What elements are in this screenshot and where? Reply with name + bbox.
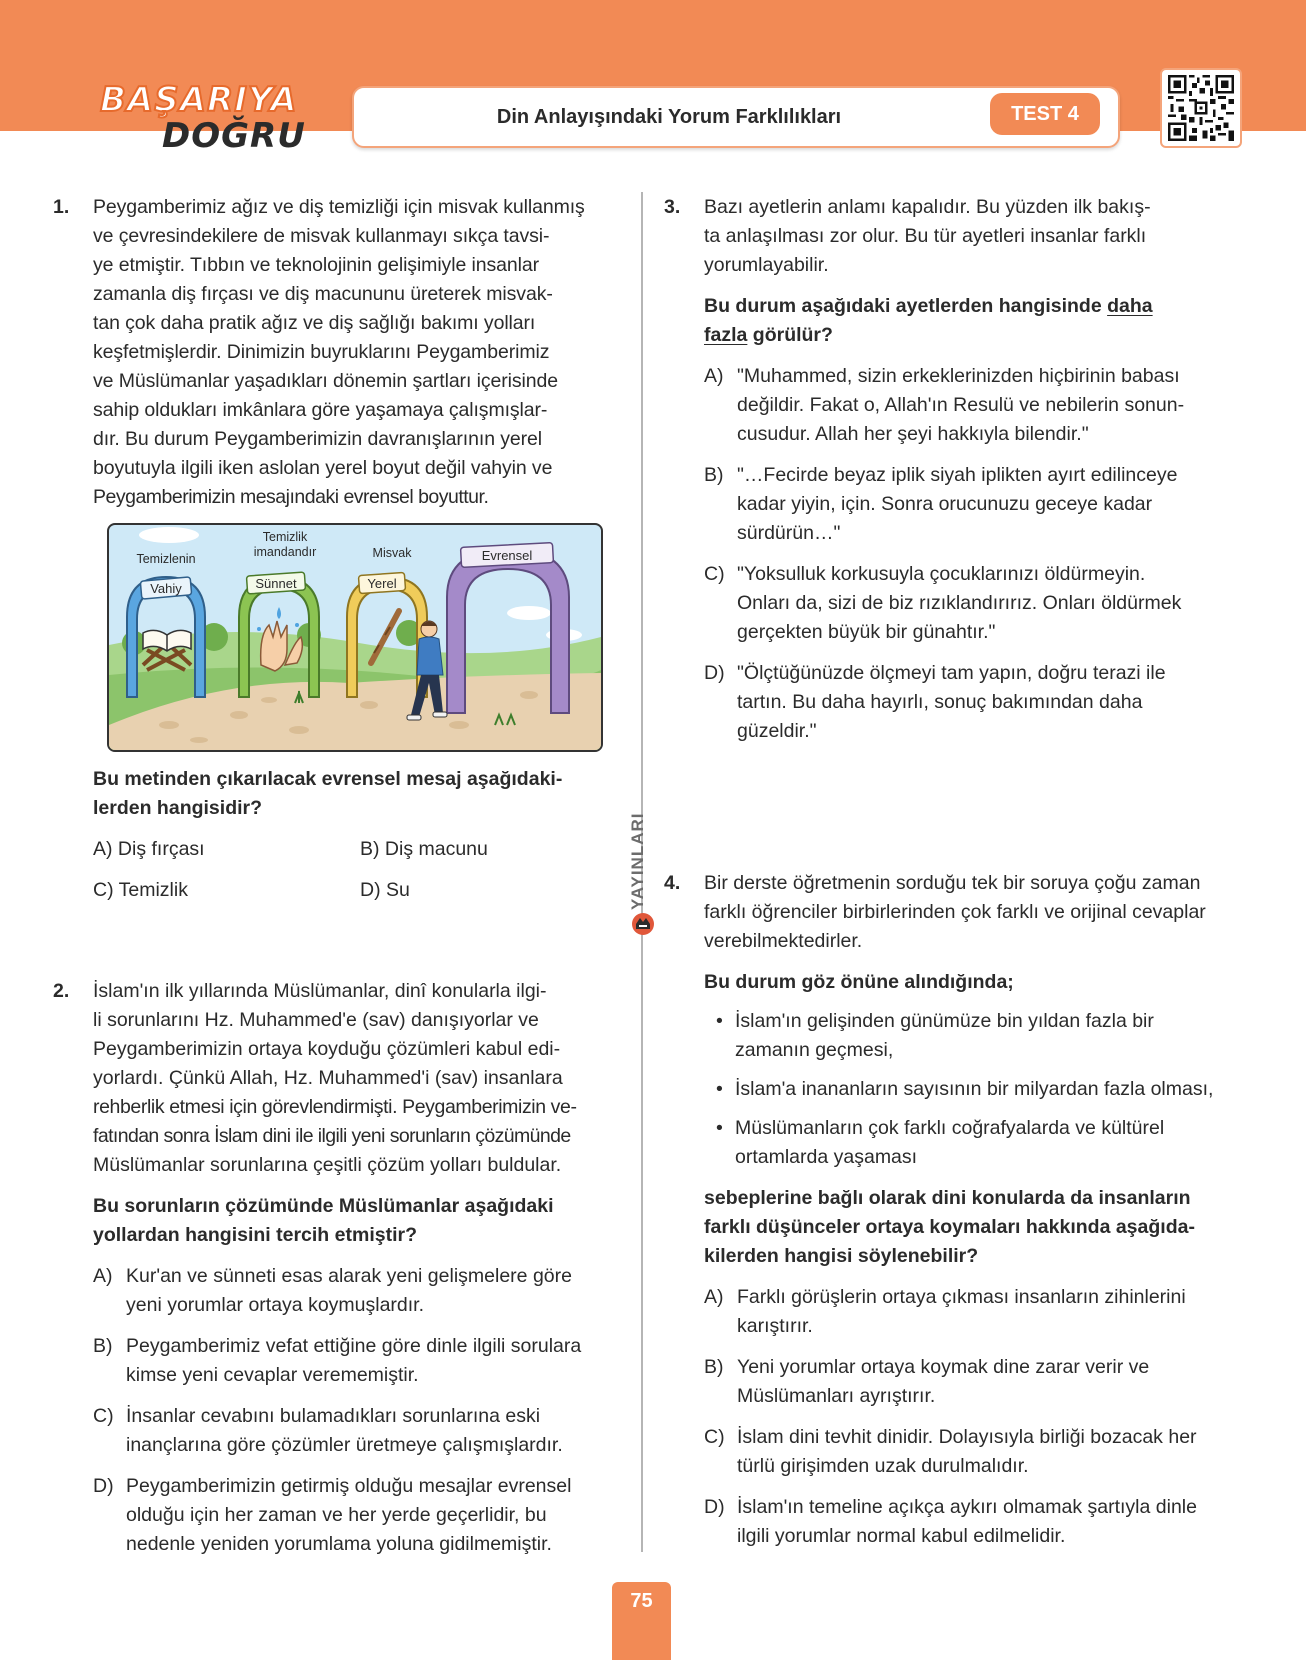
bullet-item [704,1114,1264,1172]
option-letter: A) [704,365,724,387]
arch-label-vahiy: Vahiy [150,581,182,596]
question-stem-line: Bu metinden çıkarılacak evrensel mesaj aşağıdaki- [93,768,563,790]
option-line: Kur'an ve sünneti esas alarak yeni gelişmelere göre [126,1265,572,1287]
question-4 [664,869,1264,1551]
text-line: Peygamberimizin mesajındaki evrensel boyuttur. [93,486,489,508]
option-c[interactable]: C) Temizlik [93,879,188,901]
question-stem-line: Bu sorunların çözümünde Müslümanlar aşağıdaki [93,1195,554,1217]
qr-code-icon[interactable] [1160,68,1242,148]
option-d[interactable] [704,1493,1264,1551]
option-letter: C) [704,563,725,585]
option-d[interactable]: D) Su [360,879,410,901]
question-stem-line: kilerden hangisi söylenebilir? [704,1245,979,1267]
question-stem-line: lerden hangisidir? [93,797,263,819]
arch-caption-misvak: Misvak [372,546,412,560]
option-line: gerçekten büyük bir günahtır." [737,621,996,643]
bullet-line: ortamlarda yaşaması [735,1146,918,1168]
option-b[interactable] [93,1332,623,1390]
question-3 [664,193,1264,746]
text-line: yorlardı. Çünkü Allah, Hz. Muhammed'i (sav) insanlara [93,1067,563,1089]
question-stem-line: yollardan hangisini tercih etmiştir? [93,1224,417,1246]
option-line: güzeldir." [737,720,817,742]
stem-text: Bu durum aşağıdaki ayetlerden hangisinde [704,295,1108,317]
option-line: türlü girişimden uzak durulmalıdır. [737,1455,1029,1477]
option-line: İnsanlar cevabını bulamadıkları sorunlarına eski [126,1405,541,1427]
arch-label-sunnet: Sünnet [255,576,297,591]
option-line: ilgili yorumlar normal kabul edilmelidir. [737,1525,1066,1547]
question-number: 3. [664,196,681,218]
text-line: verebilmektedirler. [704,930,863,952]
option-line: Farklı görüşlerin ortaya çıkması insanların zihinlerini [737,1286,1186,1308]
question-number: 4. [664,872,681,894]
option-line: olduğu için her zaman ve her yerde geçerlidir, bu [126,1504,547,1526]
question-body [704,869,1264,956]
option-letter: B) [704,1356,724,1378]
page-number: 75 [612,1582,671,1660]
option-b[interactable]: B) Diş macunu [360,838,488,860]
option-line: kimse yeni cevaplar verememiştir. [126,1364,419,1386]
stem-underlined-word: fazla [704,324,748,346]
option-line: Yeni yorumlar ortaya koymak dine zarar verir ve [737,1356,1150,1378]
option-line: sürdürün…" [737,522,841,544]
option-line: İslam dini tevhit dinidir. Dolayısıyla birliği bozacak her [737,1426,1197,1448]
text-line: Müslümanlar sorunlarına çeşitli çözüm yolları buldular. [93,1154,562,1176]
text-line: Peygamberimiz ağız ve diş temizliği için misvak kullanmış [93,196,585,218]
option-line: "Ölçtüğünüzde ölçmeyi tam yapın, doğru terazi ile [737,662,1166,684]
option-line: inançlarına göre çözümler üretmeye çalışmışlardır. [126,1434,563,1456]
text-line: ve çevresindekilere de misvak kullanmayı sıkça tavsi- [93,225,550,247]
option-line: cusudur. Allah her şeyi hakkıyla bilendir." [737,423,1089,445]
option-line: yeni yorumlar ortaya koymuşlardır. [126,1294,425,1316]
brand-line1: BAŞARIYA [100,80,298,120]
option-d[interactable] [704,659,1264,746]
bullet-item [704,1007,1264,1065]
text-line: Bazı ayetlerin anlamı kapalıdır. Bu yüzden ilk bakış- [704,196,1151,218]
arch-caption-temizlik: Temizlik [262,530,308,544]
question-stem-line: farklı düşünceler ortaya koymaları hakkında aşağıda- [704,1216,1195,1238]
text-line: farklı öğrenciler birbirlerinden çok farklı ve orijinal cevaplar [704,901,1206,923]
text-line: boyutuyla ilgili iken aslolan yerel boyut değil vahyin ve [93,457,553,479]
option-b[interactable] [704,1353,1264,1411]
publisher-side-brand [626,800,660,940]
option-letter: A) [704,1286,724,1308]
option-letter: C) [93,1405,114,1427]
question-1 [53,193,623,512]
arch-label-evrensel: Evrensel [481,548,533,563]
arch-label-yerel: Yerel [367,576,397,591]
arches-illustration [107,523,603,752]
bullet-line: zamanın geçmesi, [735,1039,894,1061]
text-line: yorumlayabilir. [704,254,829,276]
text-line: Bir derste öğretmenin sorduğu tek bir soruya çoğu zaman [704,872,1201,894]
stem-text: görülür? [747,324,833,346]
option-letter: D) [704,1496,725,1518]
option-a[interactable]: A) Diş fırçası [93,838,205,860]
question-1-options [93,835,623,919]
option-line: Peygamberimizin getirmiş olduğu mesajlar evrensel [126,1475,572,1497]
option-letter: D) [704,662,725,684]
option-line: İslam'ın temeline açıkça aykırı olmamak şartıyla dinle [737,1496,1197,1518]
option-c[interactable] [93,1402,623,1460]
bullet-line: • İslam'ın gelişinden günümüze bin yıldan fazla bir [735,1010,1154,1032]
option-line: nedenle yeniden yorumlama yoluna gidilmemiştir. [126,1533,552,1555]
option-c[interactable] [704,560,1264,647]
publisher-name: YAYINLARI [628,812,647,910]
option-c[interactable] [704,1423,1264,1481]
option-a[interactable] [704,362,1264,449]
brand-logo [96,80,326,156]
option-line: "Yoksulluk korkusuyla çocuklarınızı öldürmeyin. [737,563,1146,585]
option-a[interactable] [93,1262,623,1320]
text-line: sahip oldukları imkânlara göre yaşamaya çalışmışlar- [93,399,548,421]
option-line: "Muhammed, sizin erkeklerinizden hiçbirinin babası [737,365,1180,387]
question-lead: Bu durum göz önüne alındığında; [704,971,1014,993]
text-line: li sorunlarını Hz. Muhammed'e (sav) danışıyorlar ve [93,1009,539,1031]
option-a[interactable] [704,1283,1264,1341]
text-line: Peygamberimizin ortaya koyduğu çözümleri kabul edi- [93,1038,561,1060]
option-line: tartın. Bu daha hayırlı, sonuç bakımından daha [737,691,1143,713]
text-line: ve Müslümanlar yaşadıkları dönemin şartları içerisinde [93,370,558,392]
arch-caption-imandandir: imandandır [253,545,317,559]
text-line: ta anlaşılması zor olur. Bu tür ayetleri insanlar farklı [704,225,1147,247]
text-line: zamanla diş fırçası ve diş macununu üreterek misvak- [93,283,553,305]
question-2 [53,977,623,1559]
text-line: dır. Bu durum Peygamberimizin davranışlarının yerel [93,428,543,450]
question-stem [93,1192,623,1250]
question-stem [704,1184,1264,1271]
option-letter: A) [93,1265,113,1287]
option-line: "…Fecirde beyaz iplik siyah iplikten ayırt edilinceye [737,464,1178,486]
question-1-stem [93,765,623,919]
question-stem [704,292,1264,350]
option-line: Onları da, sizi de biz rızıklandırırız. Onları öldürmek [737,592,1182,614]
option-letter: B) [93,1335,113,1357]
bullet-line: • Müslümanların çok farklı coğrafyalarda ve kültürel [735,1117,1165,1139]
text-line: İslam'ın ilk yıllarında Müslümanlar, dinî konularla ilgi- [93,980,547,1002]
brand-line2: DOĞRU [162,116,306,156]
option-letter: D) [93,1475,114,1497]
option-line: Peygamberimiz vefat ettiğine göre dinle ilgili sorulara [126,1335,582,1357]
option-letter: B) [704,464,724,486]
question-body [93,977,623,1180]
text-line: keşfetmişlerdir. Dinimizin buyruklarını Peygamberimiz [93,341,550,363]
stem-underlined-word: daha [1107,295,1153,317]
option-b[interactable] [704,461,1264,548]
option-d[interactable] [93,1472,623,1559]
question-number: 2. [53,980,70,1002]
bullet-line: • İslam'a inananların sayısının bir milyardan fazla olması, [735,1078,1214,1100]
option-line: kadar yiyin, için. Sonra orucunuzu geceye kadar [737,493,1153,515]
option-line: karıştırır. [737,1315,813,1337]
text-line: ye etmiştir. Tıbbın ve teknolojinin gelişimiyle insanlar [93,254,539,276]
option-line: değildir. Fakat o, Allah'ın Resulü ve nebilerin sonun- [737,394,1185,416]
text-line: rehberlik etmesi için görevlendirmişti. Peygamberimizin ve- [93,1096,577,1118]
option-letter: C) [704,1426,725,1448]
arch-caption-temizlenin: Temizlenin [136,552,196,566]
question-body [704,193,1264,280]
bullet-item [704,1075,1264,1104]
text-line: fatından sonra İslam dini ile ilgili yeni sorunların çözümünde [93,1125,571,1147]
test-badge: TEST 4 [990,93,1100,135]
page-title: Din Anlayışındaki Yorum Farklılıkları [496,106,842,128]
text-line: tan çok daha pratik ağız ve diş sağlığı bakımı yolları [93,312,536,334]
option-line: Müslümanları ayrıştırır. [737,1385,936,1407]
question-stem-line: sebeplerine bağlı olarak dini konularda da insanların [704,1187,1191,1209]
publisher-logo-icon [631,910,655,936]
question-number: 1. [53,196,70,218]
question-body [93,193,623,512]
